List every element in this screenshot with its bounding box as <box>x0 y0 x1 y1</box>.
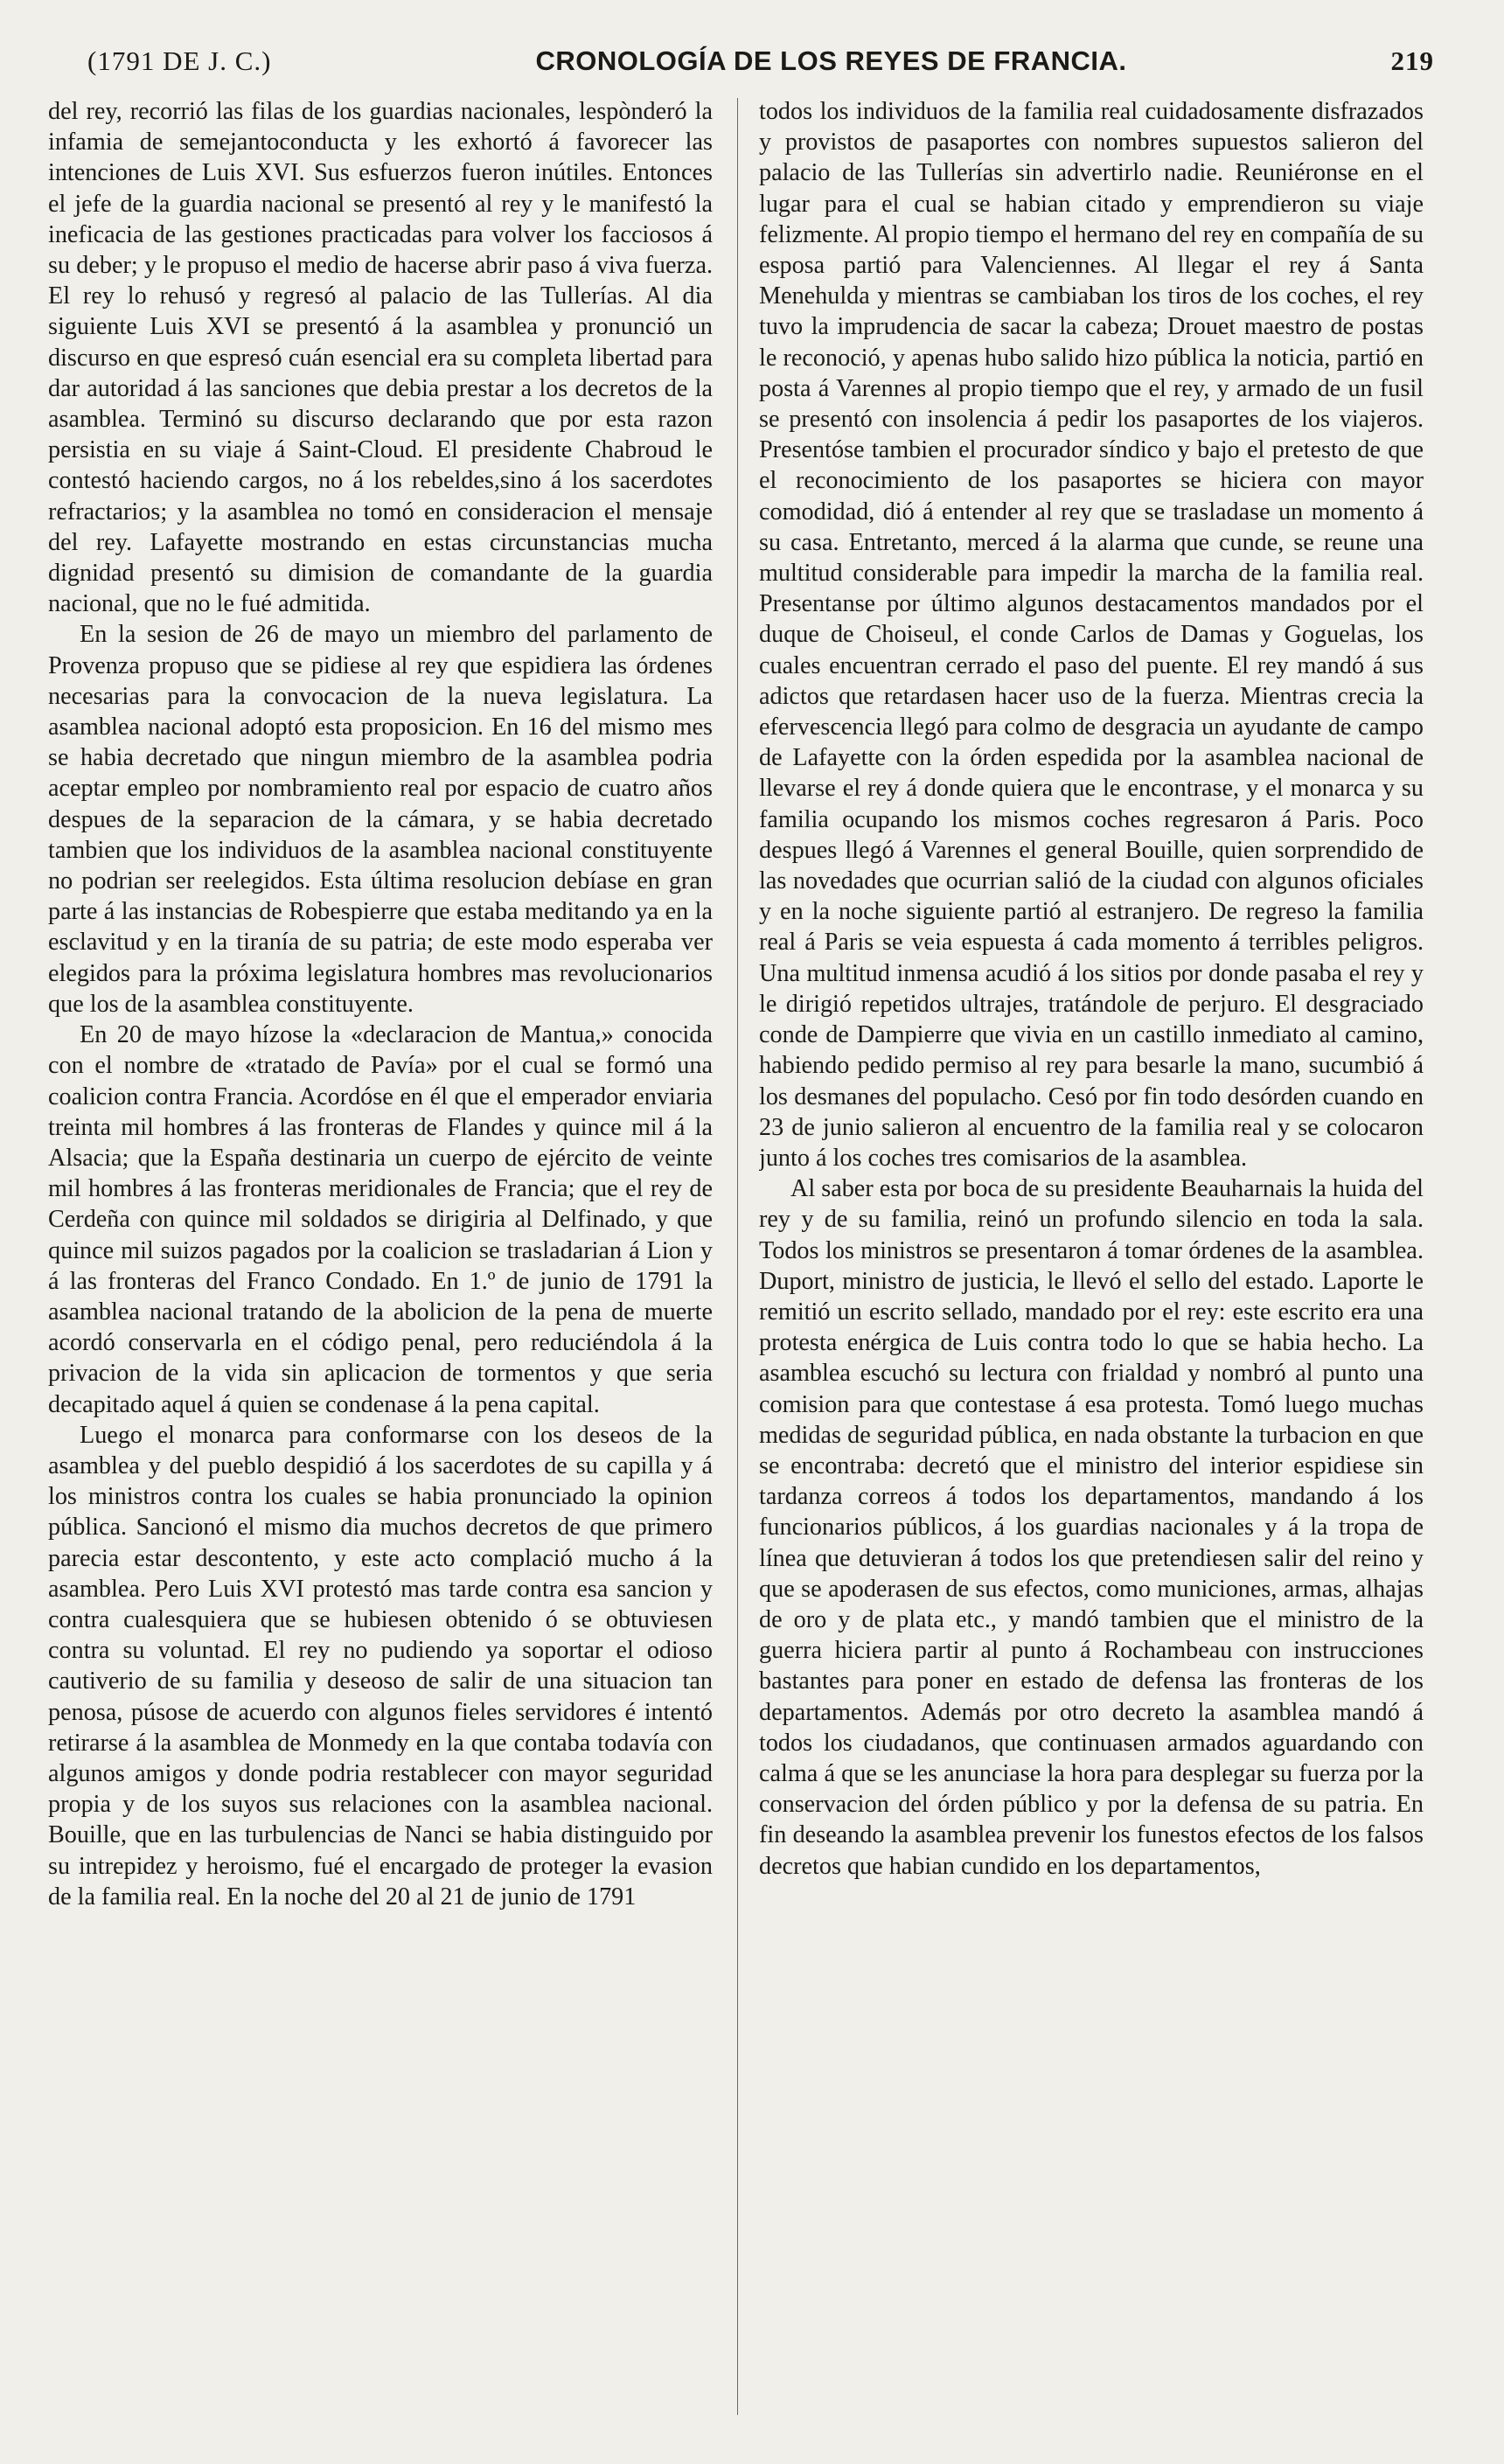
paragraph: del rey, recorrió las filas de los guardias nacionales, lespònderó la infamia de semejantoconducta y les exhortó á favorecer las intenciones de Luis XVI. Sus esfuerzos fueron inútiles. Entonces el jefe de la guardia nacional se presentó al rey y le manifestó la ineficacia de las gestiones practicadas para volver los facciosos á su deber; y le propuso el medio de hacerse abrir paso á viva fuerza. El rey lo rehusó y regresó al palacio de las Tullerías. Al dia siguiente Luis XVI se presentó á la asamblea y pronunció un discurso en que espresó cuán esencial era su completa libertad para dar autoridad á las sanciones que debia prestar a los decretos de la asamblea. Terminó su discurso declarando que por esta razon persistia en su viaje á Saint-Cloud. El presidente Chabroud le contestó haciendo cargos, no á los rebeldes,sino á los sacerdotes refractarios; y la asamblea no tomó en consideracion el mensaje del rey. Lafayette mostrando en estas circunstancias mucha dignidad presentó su dimision de comandante de la guardia nacional, que no le fué admitida. <box>48 98 713 618</box>
page-number: 219 <box>1390 45 1434 76</box>
header-date: (1791 DE J. C.) <box>87 45 272 76</box>
paragraph: Luego el monarca para conformarse con los deseos de la asamblea y del pueblo despidió á los sacerdotes de su capilla y á los ministros contra los cuales se habia pronunciado la opinion pública. Sancionó el mismo dia muchos decretos de que primero parecia estar descontento, y este acto complació mucho á la asamblea. Pero Luis XVI protestó mas tarde contra esa sancion y contra cualesquiera que se hubiesen obtenido ó se obtuviesen contra su voluntad. El rey no pudiendo ya soportar el odioso cautiverio de su familia y deseoso de salir de una situacion tan penosa, púsose de acuerdo con algunos fieles servidores é intentó retirarse á la asamblea de Monmedy en la que contaba todavía con algunos amigos y donde podria restablecer con mayor seguridad propia y de los suyos sus relaciones con la asamblea nacional. Bouille, que en las turbulencias de Nanci se habia distinguido por su intrepidez y heroismo, fué el encargado de proteger la evasion de la familia real. En la noche del 20 al 21 de junio de 1791 <box>48 1421 713 1911</box>
header-title: CRONOLOGÍA DE LOS REYES DE FRANCIA. <box>535 45 1127 76</box>
paragraph: En la sesion de 26 de mayo un miembro del parlamento de Provenza propuso que se pidiese al rey que espidiera las órdenes necesarias para la convocacion de la nueva legislatura. La asamblea nacional adoptó esta proposicion. En 16 del mismo mes se habia decretado que ningun miembro de la asamblea podria aceptar empleo por nombramiento real por espacio de cuatro años despues de la separacion de la cámara, y se habia decretado tambien que los individuos de la asamblea nacional constituyente no podrian ser reelegidos. Esta última resolucion debíase en gran parte á las instancias de Robespierre que estaba meditando ya en la esclavitud y en la tiranía de su patria; de este modo esperaba ver elegidos para la próxima legislatura hombres mas revolucionarios que los de la asamblea constituyente. <box>48 621 713 1018</box>
right-column <box>759 96 1424 2422</box>
paragraph: Al saber esta por boca de su presidente Beauharnais la huida del rey y de su familia, reinó un profundo silencio en toda la sala. Todos los ministros se presentaron á tomar órdenes de la asamblea. Duport, ministro de justicia, le llevó el sello del estado. Laporte le remitió un escrito sellado, mandado por el rey: este escrito era una protesta enérgica de Luis contra todo lo que se habia hecho. La asamblea escuchó su lectura con frialdad y nombró al punto una comision para que contestase á esa protesta. Tomó luego muchas medidas de seguridad pública, en nada obstante la turbacion en que se encontraba: decretó que el ministro del interior espidiese sin tardanza correos á todos los departamentos, mandando á los funcionarios públicos, á los guardias nacionales y á la tropa de línea que detuvieran á todos los que pretendiesen salir del reino y que se apoderasen de sus efectos, como municiones, armas, alhajas de oro y de plata etc., y mandó tambien que el ministro de la guerra hiciera partir al punto á Rochambeau con instrucciones bastantes para poner en estado de defensa las fronteras de los departamentos. Además por otro decreto la asamblea mandó á todos los ciudadanos, que continuasen armados aguardando con calma á que se les anunciase la hora para desplegar su fuerza por la conservacion del órden público y por la defensa de su patria. En fin deseando la asamblea prevenir los funestos efectos de los falsos decretos que habian cundido en los departamentos, <box>759 1175 1424 1880</box>
paragraph: En 20 de mayo hízose la «declaracion de Mantua,» conocida con el nombre de «tratado de Pavía» por el cual se formó una coalicion contra Francia. Acordóse en él que el emperador enviaria treinta mil hombres á las fronteras de Flandes y quince mil á la Alsacia; que la España destinaria un cuerpo de ejército de veinte mil hombres á las fronteras meridionales de Francia; que el rey de Cerdeña con quince mil soldados se dirigiria al Delfinado, y que quince mil suizos pagados por la coalicion se trasladarian á Lion y á las fronteras del Franco Condado. En 1.º de junio de 1791 la asamblea nacional tratando de la abolicion de la pena de muerte acordó conservarla en el código penal, pero reduciéndola á la privacion de la vida sin aplicacion de tormentos y que seria decapitado aquel á quien se condenase á la pena capital. <box>48 1021 713 1418</box>
left-column <box>48 96 713 2422</box>
running-header <box>87 45 1434 89</box>
column-divider <box>737 98 738 2415</box>
paragraph: todos los individuos de la familia real cuidadosamente disfrazados y provistos de pasaportes con nombres supuestos salieron del palacio de las Tullerías sin advertirlo nadie. Reuniéronse en el lugar para el cual se habian citado y emprendieron su viaje felizmente. Al propio tiempo el hermano del rey en compañía de su esposa partió para Valenciennes. Al llegar el rey á Santa Menehulda y mientras se cambiaban los tiros de los coches, el rey tuvo la imprudencia de sacar la cabeza; Drouet maestro de postas le reconoció, y apenas hubo salido hizo pública la noticia, partió en posta á Varennes al propio tiempo que el rey, y armado de un fusil se presentó con insolencia á pedir los pasaportes de los viajeros. Presentóse tambien el procurador síndico y bajo el pretesto de que el reconocimiento de los pasaportes se hiciera con mayor comodidad, dió á entender al rey que se trasladase un momento á su casa. Entretanto, merced á la alarma que cunde, se reune una multitud considerable para impedir la marcha de la familia real. Presentanse por último algunos destacamentos mandados por el duque de Choiseul, el conde Carlos de Damas y Goguelas, los cuales encuentran cerrado el paso del puente. El rey mandó á sus adictos que retardasen hacer uso de la fuerza. Mientras crecia la efervescencia llegó para colmo de desgracia un ayudante de campo de Lafayette con la órden espedida por la asamblea nacional de llevarse el rey á donde quiera que le encontrase, y el monarca y su familia ocupando los mismos coches regresaron á Paris. Poco despues llegó á Varennes el general Bouille, quien sorprendido de las novedades que ocurrian salió de la ciudad con algunos oficiales y en la noche siguiente partió al estranjero. De regreso la familia real á Paris se veia espuesta á cada momento á terribles peligros. Una multitud inmensa acudió á los sitios por donde pasaba el rey y le dirigió repetidos ultrajes, tratándole de perjuro. El desgraciado conde de Dampierre que vivia en un castillo inmediato al camino, habiendo pedido permiso al rey para besarle la mano, sucumbió á los desmanes del populacho. Cesó por fin todo desórden cuando en 23 de junio salieron al encuentro de la familia real y se colocaron junto á los coches tres comisarios de la asamblea. <box>759 98 1424 1172</box>
